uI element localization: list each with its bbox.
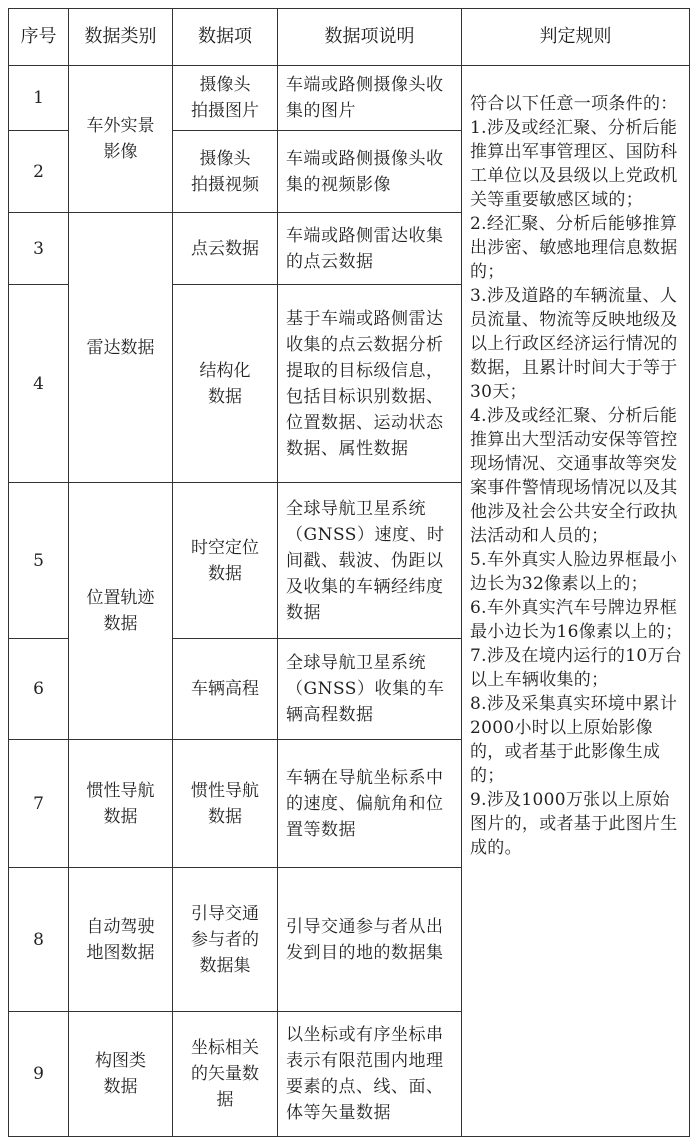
row-category [69,1012,173,1137]
rule-item-3: 3.涉及道路的车辆流量、人员流量、物流等反映地级及以上行政区经济运行情况的数据，且累计时间大于等于30天； [470,286,678,402]
category-text [69,914,172,966]
row-category [69,868,173,1012]
cell-text-line: 摄像头 [199,75,251,95]
cell-text-line: 惯性导航 [86,780,155,801]
header-rule: 判定规则 [462,9,690,66]
cell-text-line: 结构化 [199,360,251,381]
item-text [173,1035,277,1113]
row-category [69,483,173,740]
rule-item-7: 7.涉及在境内运行的10万台以上车辆收集的； [470,646,683,690]
row-number: 2 [9,131,69,213]
item-text [173,358,277,410]
row-number: 3 [9,213,69,285]
row-description: 以坐标或有序坐标串表示有限范围内地理要素的点、线、面、体等矢量数据 [278,1012,462,1137]
row-description: 全球导航卫星系统（GNSS）速度、时间戳、载波、伪距以及收集的车辆经纬度数据 [278,483,462,639]
cell-text-line: 数据 [103,806,138,827]
row-item [173,740,278,868]
item-text [173,901,277,979]
header-seq: 序号 [9,9,69,66]
row-item [173,213,278,285]
row-number: 5 [9,483,69,639]
row-category [69,213,173,483]
header-description: 数据项说明 [278,9,462,66]
cell-text-line: 据 [216,1090,234,1110]
rule-item-6: 6.车外真实汽车号牌边界框最小边长为16像素以上的； [470,598,683,642]
row-item [173,868,278,1012]
item-text [173,778,277,830]
row-item [173,483,278,639]
row-number: 1 [9,66,69,131]
header-item: 数据项 [173,9,278,66]
cell-text-line: 构图类 [95,1051,146,1071]
row-number: 9 [9,1012,69,1137]
category-text [69,335,172,361]
cell-text-line: 点云数据 [191,238,259,259]
rule-item-9: 9.涉及1000万张以上原始图片的，或者基于此图片生成的。 [470,790,678,858]
row-category [69,740,173,868]
cell-text-line: 坐标相关 [191,1038,259,1058]
cell-text-line: 时空定位 [191,537,259,558]
row-number: 8 [9,868,69,1012]
row-item [173,1012,278,1137]
category-text [69,778,172,830]
cell-text-line: 自动驾驶 [86,916,155,937]
row-item [173,285,278,483]
row-description: 基于车端或路侧雷达收集的点云数据分析提取的目标级信息，包括目标识别数据、位置数据、运动状态数据、属性数据 [278,285,462,483]
rule-item-4: 4.涉及或经汇聚、分析后能推算出大型活动安保等管控现场情况、交通事故等突发案事件警情现场情况以及其他涉及社会公共安全行政执法活动和人员的； [470,406,678,546]
table-header-row [9,9,690,66]
cell-text-line: 引导交通 [191,903,259,924]
data-classification-table [8,8,690,1137]
cell-text-line: 影像 [103,142,138,162]
row-description: 全球导航卫星系统（GNSS）收集的车辆高程数据 [278,639,462,740]
item-text [173,676,277,702]
table-row [9,66,690,131]
row-number: 7 [9,740,69,868]
cell-text-line: 数据 [208,563,242,584]
row-item [173,66,278,131]
row-description: 引导交通参与者从出发到目的地的数据集 [278,868,462,1012]
category-text [69,585,172,637]
category-text [69,1048,172,1100]
rule-item-1: 1.涉及或经汇聚、分析后能推算出军事管理区、国防科工单位以及县级以上党政机关等重要敏感区域的； [470,118,678,210]
row-item [173,131,278,213]
cell-text-line: 参与者的 [191,929,259,950]
header-category: 数据类别 [69,9,173,66]
item-text [173,72,277,124]
row-description: 车辆在导航坐标系中的速度、偏航角和位置等数据 [278,740,462,868]
cell-text-line: 车外实景 [86,116,155,136]
data-classification-table-container [8,8,690,1137]
cell-text-line: 数据 [103,1077,138,1097]
cell-text-line: 地图数据 [86,942,155,963]
cell-text-line: 数据 [103,614,138,634]
row-description: 车端或路侧摄像头收集的视频影像 [278,131,462,213]
cell-text-line: 拍摄视频 [191,174,259,195]
cell-text-line: 摄像头 [199,148,251,169]
row-category [69,66,173,213]
item-text [173,236,277,262]
cell-text-line: 惯性导航 [191,780,259,801]
rule-item-2: 2.经汇聚、分析后能够推算出涉密、敏感地理信息数据的； [470,214,678,282]
cell-text-line: 车辆高程 [191,679,259,699]
item-text [173,146,277,198]
row-description: 车端或路侧摄像头收集的图片 [278,66,462,131]
row-number: 6 [9,639,69,740]
row-number: 4 [9,285,69,483]
cell-text-line: 的矢量数 [191,1064,259,1084]
row-description: 车端或路侧雷达收集的点云数据 [278,213,462,285]
cell-text-line: 数据 [208,386,242,407]
cell-text-line: 数据 [208,806,242,827]
rule-item-8: 8.涉及采集真实环境中累计2000小时以上原始影像的，或者基于此影像生成的； [470,694,678,786]
cell-text-line: 位置轨迹 [86,588,155,608]
rule-intro: 符合以下任意一项条件的： [470,94,678,114]
cell-text-line: 雷达数据 [86,337,155,358]
row-item [173,639,278,740]
cell-text-line: 数据集 [199,955,251,976]
judgment-rule-cell [462,66,690,1137]
item-text [173,535,277,587]
category-text [69,113,172,165]
rule-item-5: 5.车外真实人脸边界框最小边长为32像素以上的； [470,550,678,594]
cell-text-line: 拍摄图片 [191,101,259,121]
